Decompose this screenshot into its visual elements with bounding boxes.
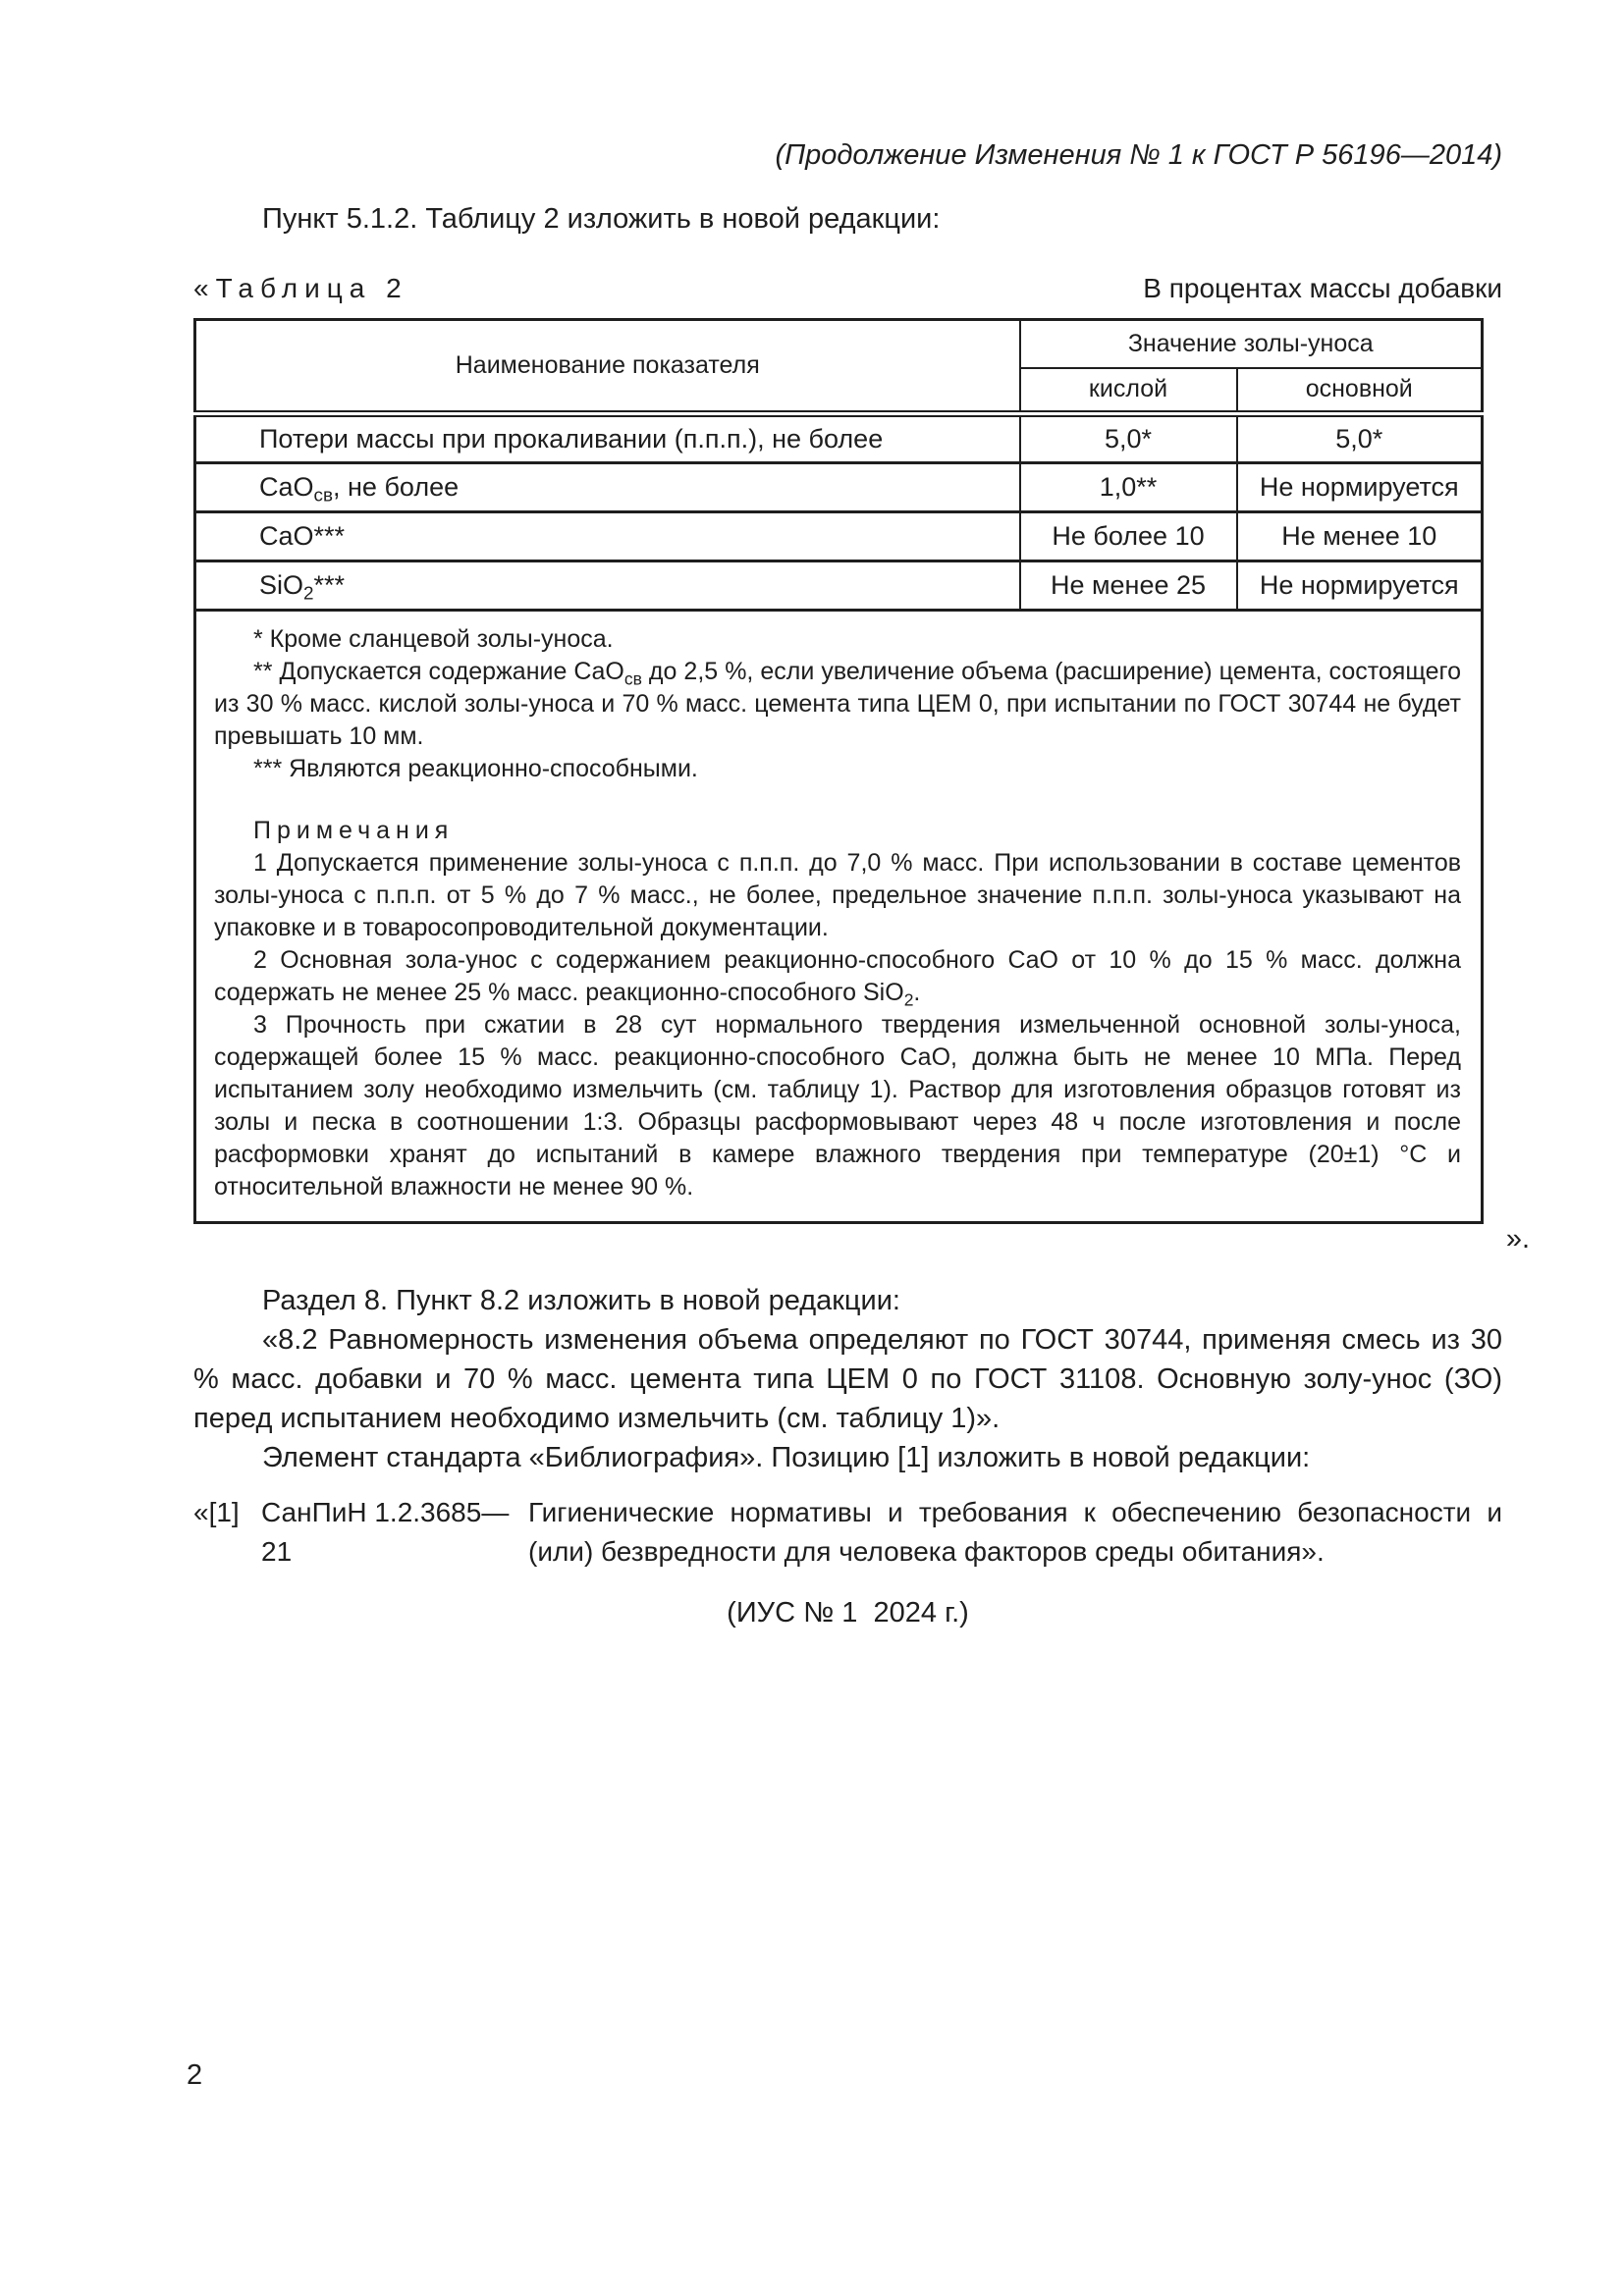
note-2-pre: 2 Основная зола-унос с содержанием реакционно-способного CaO от 10 % до 15 % масс. должна содержать не менее 25 % масс. реакционно-способного SiO — [214, 946, 1461, 1006]
footnote-2-pre: ** Допускается содержание CaO — [253, 658, 624, 685]
table-row — [195, 561, 1483, 611]
bibliography-ref-label: «[1] — [193, 1497, 240, 1527]
row-name-rest: , не более — [333, 472, 460, 502]
table-head — [195, 320, 1483, 414]
footnote-2-post: до 2,5 %, если увеличение объема (расширение) цемента, состоящего из 30 % масс. кислой золы-уноса и 70 % масс. цемента типа ЦЕМ 0, при испытании по ГОСТ 30744 не будет превышать 10 мм. — [214, 658, 1462, 750]
header-name-col: Наименование показателя — [195, 320, 1020, 414]
row-name: Потери массы при прокаливании (п.п.п.), не более — [195, 414, 1020, 463]
table-row — [195, 463, 1483, 512]
row-basic-value: 5,0* — [1237, 414, 1483, 463]
row-basic-value: Не нормируется — [1237, 561, 1483, 611]
table-2-wrapper — [193, 318, 1530, 1255]
row-acid-value: 1,0** — [1020, 463, 1237, 512]
footnote-2 — [214, 656, 1461, 753]
footnote-3: *** Являются реакционно-способными. — [253, 755, 698, 782]
table-2 — [193, 318, 1484, 1224]
header-acid-col: кислой — [1020, 368, 1237, 414]
chem-subscript: св — [313, 485, 334, 507]
row-acid-value: 5,0* — [1020, 414, 1237, 463]
table-footnotes-cell — [195, 611, 1483, 1223]
bibliography-entry — [193, 1493, 1502, 1572]
note-1: 1 Допускается применение золы-уноса с п.п.п. до 7,0 % масс. При использовании в составе цементов золы-уноса с п.п.п. от 5 % до 7 % масс., не более, предельное значение п.п.п. золы-уноса указывают на упаковке и в товаросопроводительной документации. — [214, 849, 1461, 941]
table-units-note: В процентах массы добавки — [1143, 273, 1502, 303]
ius-issue-note: (ИУС № 1 2024 г.) — [727, 1597, 969, 1629]
row-name-rest: *** — [313, 570, 346, 600]
chem-base: CaO — [259, 472, 314, 502]
row-basic-value: Не менее 10 — [1237, 512, 1483, 561]
row-acid-value: Не более 10 — [1020, 512, 1237, 561]
chem-subscript: 2 — [903, 989, 914, 1010]
row-name — [195, 561, 1020, 611]
chem-subscript: св — [623, 668, 642, 689]
bibliography-ref-code: СанПиН 1.2.3685—21 — [261, 1497, 510, 1567]
section-8-block — [193, 1281, 1502, 1477]
chem-base: SiO — [259, 570, 304, 600]
continuation-header: (Продолжение Изменения № 1 к ГОСТ Р 56196—2014) — [775, 139, 1502, 171]
closing-quote: ». — [1505, 1223, 1530, 1255]
section-8-paragraph: «8.2 Равномерность изменения объема определяют по ГОСТ 30744, применяя смесь из 30 % масс. добавки и 70 % масс. цемента типа ЦЕМ 0 по ГОСТ 31108. Основную золу-унос (ЗО) перед испытанием необходимо измельчить (см. таблицу 1)». — [193, 1324, 1502, 1434]
bibliography-intro: Элемент стандарта «Библиография». Позицию [1] изложить в новой редакции: — [262, 1442, 1311, 1473]
page-content — [193, 0, 1530, 1629]
row-basic-value: Не нормируется — [1237, 463, 1483, 512]
notes-title: Примечания — [253, 817, 455, 844]
row-name — [195, 463, 1020, 512]
bibliography-ref-description: Гигиенические нормативы и требования к обеспечению безопасности и (или) безвредности для человека факторов среды обитания». — [528, 1497, 1502, 1567]
header-value-group: Значение золы-уноса — [1020, 320, 1483, 368]
note-2 — [214, 944, 1461, 1009]
footnote-1: * Кроме сланцевой золы-уноса. — [253, 625, 614, 653]
section-8-heading: Раздел 8. Пункт 8.2 изложить в новой редакции: — [262, 1285, 900, 1316]
note-2-post: . — [913, 979, 921, 1006]
row-name: CaO*** — [195, 512, 1020, 561]
amendment-intro-line: Пункт 5.1.2. Таблицу 2 изложить в новой редакции: — [262, 203, 941, 235]
header-basic-col: основной — [1237, 368, 1483, 414]
table-caption: «Таблица 2 — [193, 273, 408, 303]
table-row — [195, 414, 1483, 463]
table-caption-row — [193, 273, 1502, 304]
page-number: 2 — [187, 2059, 203, 2091]
note-3: 3 Прочность при сжатии в 28 сут нормального твердения измельченной основной золы-уноса, содержащей более 15 % масс. реакционно-способного CaO, должна быть не менее 10 МПа. Перед испытанием золу необходимо измельчить (см. таблицу 1). Раствор для изготовления образцов готовят из золы и песка в соотношении 1:3. Образцы расформовывают через 48 ч после изготовления и после расформовки хранят до испытаний в камере влажного твердения при температуре (20±1) °С и относительной влажности не менее 90 %. — [214, 1011, 1461, 1201]
chem-subscript: 2 — [303, 583, 314, 605]
row-acid-value: Не менее 25 — [1020, 561, 1237, 611]
table-row — [195, 512, 1483, 561]
